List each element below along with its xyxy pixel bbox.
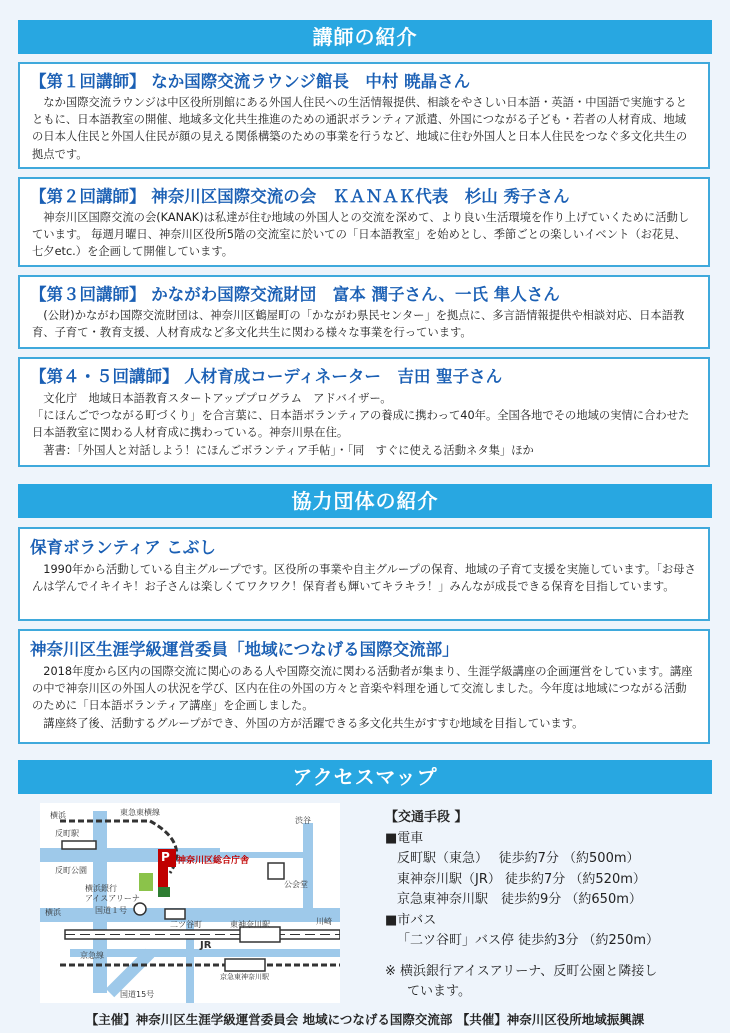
partner-title: 保育ボランティア こぶし — [30, 538, 216, 557]
map-label-route15: 国道15号 — [120, 990, 155, 999]
map-label-arena-1: 横浜銀行 — [85, 884, 117, 893]
train-route-3: 京急東神奈川駅 徒歩約9分 （約650m） — [397, 892, 642, 907]
map-label-kawasaki: 川崎 — [316, 917, 332, 926]
train-heading: ■電車 — [385, 830, 424, 846]
access-map — [40, 803, 340, 1003]
map-label-toyoko: 東急東横線 — [120, 808, 160, 817]
instructor-description: なか国際交流ラウンジは中区役所別館にある外国人住民への生活情報提供、相談をやさしい日本語・英語・中国語で実施するとともに、日本語教室の開催、地域多文化共生推進のための通訳ボランティア派遣、外国につながる子ども・若者の人材育成、地域の日本人住民と外国人住民が顔の見える関係構築のための事業を行うなど、地域に住む外国人と日本人住民をつなぐ多文化共生の拠点です。 — [32, 96, 688, 161]
instructor-card-3 — [18, 275, 710, 349]
partner-description: 2018年度から区内の国際交流に関心のある人や国際交流に関わる活動者が集まり、生涯学級講座の企画運営をしています。講座の中で神奈川区の外国人の状況を学び、区内在住の外国の方々と音楽や料理を通して交流しました。今年度は地域につながる活動のために「日本語ボランティア講座」を企画しました。 — [32, 665, 693, 713]
instructor-books: 著書：「外国人と対話しよう！にほんごボランティア手帖」・「同 すぐに使える活動ネタ集」ほか — [43, 443, 534, 457]
instructor-card-4 — [18, 357, 710, 467]
instructor-description: 「にほんごでつながる町づくり」を合言葉に、日本語ボランティアの養成に携わって40年。全国各地でその地域の実情に合わせた日本語教室に関わる人材育成に携わっている。神奈川県在住。 — [32, 409, 690, 440]
instructor-role: 文化庁 地域日本語教育スタートアッププログラム アドバイザー。 — [43, 392, 392, 405]
map-label-yokohama: 横浜 — [50, 811, 66, 820]
instructor-title: 【第１回講師】 なか国際交流ラウンジ館長 中村 暁晶さん — [30, 72, 471, 91]
access-note-2: ています。 — [407, 984, 471, 999]
map-label-parking: P — [161, 850, 170, 864]
map-label-futatsuya: 二ツ谷町 — [170, 920, 202, 929]
instructor-card-2 — [18, 177, 710, 267]
map-label-route1: 国道１号 — [95, 906, 127, 915]
organizer-footer: 【主催】神奈川区生涯学級運営委員会 地域につなげる国際交流部 【共催】神奈川区役所地域振興課 — [85, 1012, 645, 1027]
instructor-description: 神奈川区国際交流の会(KANAK)は私達が住む地域の外国人との交流を深めて、より良い生活環境を作り上げていくために活動しています。 毎週月曜日、神奈川区役所5階の交流室に於いての「日本語教室」を始めとし、季節ごとの楽しいイベント（お花見、七夕etc.）を企画して開催しています。 — [32, 211, 690, 259]
map-label-keikyu: 京急線 — [80, 951, 104, 960]
instructor-title: 【第４・５回講師】 人材育成コーディネーター 吉田 聖子さん — [30, 367, 503, 386]
station-tanmachi-marker — [62, 841, 96, 849]
train-route-1: 反町駅（東急） 徒歩約7分 （約500m） — [397, 851, 640, 866]
access-heading: 【交通手段 】 — [385, 810, 468, 825]
map-label-tanmachi-station: 反町駅 — [55, 829, 79, 838]
instructor-title: 【第２回講師】 神奈川区国際交流の会 ＫＡＮＡＫ代表 杉山 秀子さん — [30, 187, 570, 206]
access-info — [385, 808, 715, 1003]
train-route-2: 東神奈川駅（JR） 徒歩約7分 （約520m） — [397, 871, 646, 887]
instructor-title: 【第３回講師】 かながわ国際交流財団 富本 潤子さん、一氏 隼人さん — [30, 285, 560, 304]
map-label-arena-2: アイスアリーナ — [85, 894, 140, 903]
access-map-svg — [40, 803, 340, 1003]
partner-card-1 — [18, 527, 710, 621]
map-label-keikyu-station: 京急東神奈川駅 — [220, 973, 269, 981]
partner-goal: 講座終了後、活動するグループができ、外国の方が活躍できる多文化共生がすすむ地域を目指しています。 — [43, 716, 584, 730]
map-label-shibuya: 渋谷 — [295, 816, 311, 825]
map-label-kokaido: 公会堂 — [284, 880, 308, 889]
park-marker — [139, 873, 153, 891]
map-label-office: 神奈川区総合庁舎 — [177, 856, 250, 866]
bus-route: 「二ツ谷町」バス停 徒歩約3分 （約250m） — [397, 933, 660, 948]
instructor-card-1 — [18, 62, 710, 169]
station-higashikanagawa-marker — [240, 927, 280, 942]
section-header-partners: 協力団体の紹介 — [18, 484, 712, 518]
instructor-description: (公財)かながわ国際交流財団は、神奈川区鶴屋町の「かながわ県民センター」を拠点に、多言語情報提供や相談対応、日本語教育、子育て・教育支援、人材育成など多文化共生に関わる様々な事業を行っています。 — [32, 309, 685, 340]
map-label-jr: JR — [200, 940, 212, 951]
kokaido-marker — [268, 863, 284, 879]
access-note-1: ※ 横浜銀行アイスアリーナ、反町公園と隣接し — [385, 963, 658, 979]
map-label-yokohama-2: 横浜 — [45, 908, 61, 917]
section-header-access: アクセスマップ — [18, 760, 712, 794]
partner-description: 1990年から活動している自主グループです。区役所の事業や自主グループの保育、地域の子育て支援を実施しています。「お母さんは学んでイキイキ！お子さんは楽しくてワクワク！保育者も輝いてキラキラ！」みんなが成長できる保育を目指しています。 — [32, 563, 696, 594]
map-label-higashikanagawa: 東神奈川駅 — [230, 920, 270, 929]
map-label-tanmachi-park: 反町公園 — [55, 866, 87, 875]
bus-heading: ■市バス — [385, 912, 437, 928]
station-keikyu-marker — [225, 959, 265, 971]
section-header-instructors: 講師の紹介 — [18, 20, 712, 54]
partner-card-2 — [18, 629, 710, 744]
partner-title: 神奈川区生涯学級運営委員「地域につなげる国際交流部」 — [30, 640, 459, 659]
